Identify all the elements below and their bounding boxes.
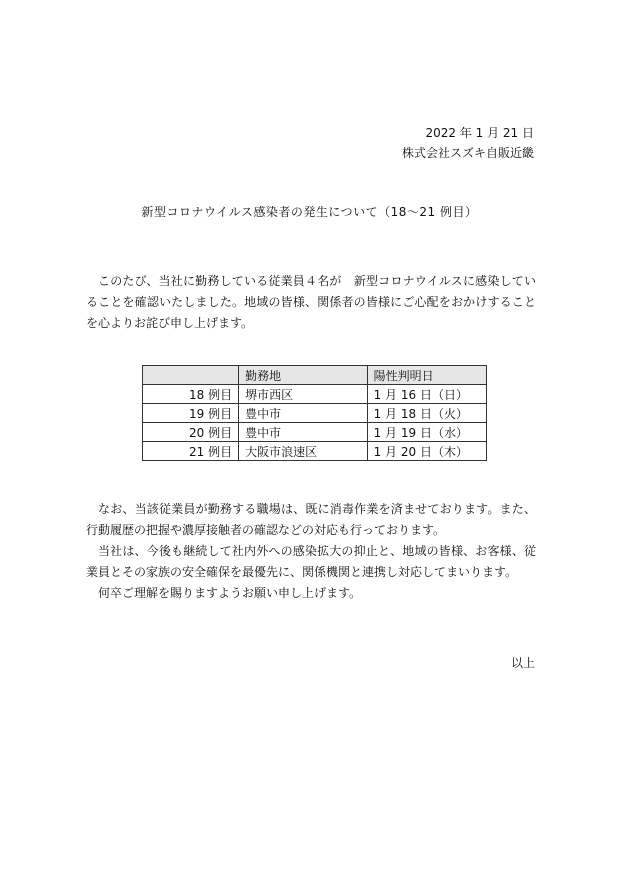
case-number: 21 例目	[143, 442, 239, 461]
body-paragraphs	[86, 499, 536, 604]
table-header-row	[143, 366, 487, 385]
positive-date: 1 月 16 日（日）	[367, 385, 486, 404]
positive-date: 1 月 20 日（木）	[367, 442, 486, 461]
intro-paragraph	[86, 271, 536, 334]
closing-mark: 以上	[510, 656, 535, 670]
document-title: 新型コロナウイルス感染者の発生について（18～21 例目）	[141, 205, 478, 219]
case-number: 19 例目	[143, 404, 239, 423]
case-number: 18 例目	[143, 385, 239, 404]
positive-date: 1 月 19 日（水）	[367, 423, 486, 442]
intro-text: このたび、当社に勤務している従業員４名が 新型コロナウイルスに感染していることを確認いたしました。地域の皆様、関係者の皆様にご心配をおかけすることを心よりお詫び申し上げます。	[86, 274, 536, 330]
table-row	[143, 442, 487, 461]
document-date: 2022 年 1 月 21 日	[425, 126, 534, 140]
table-row	[143, 404, 487, 423]
table-row	[143, 385, 487, 404]
header-positive-date: 陽性判明日	[367, 366, 486, 385]
body-paragraph-request: 何卒ご理解を賜りますようお願い申し上げます。	[98, 586, 362, 600]
body-paragraph-prevention: 当社は、今後も継続して社内外への感染拡大の抑止と、地域の皆様、お客様、従業員とその家族の安全確保を最優先に、関係機関と連携し対応してまいります。	[86, 544, 536, 579]
cases-table	[142, 365, 487, 461]
positive-date: 1 月 18 日（火）	[367, 404, 486, 423]
header-case	[143, 366, 239, 385]
workplace: 豊中市	[239, 404, 367, 423]
body-paragraph-disinfection: なお、当該従業員が勤務する職場は、既に消毒作業を済ませております。また、行動履歴の把握や濃厚接触者の確認などの対応も行っております。	[86, 502, 536, 537]
workplace: 大阪市浪速区	[239, 442, 367, 461]
case-number: 20 例目	[143, 423, 239, 442]
company-name: 株式会社スズキ自販近畿	[401, 146, 534, 160]
table-row	[143, 423, 487, 442]
workplace: 豊中市	[239, 423, 367, 442]
header-workplace: 勤務地	[239, 366, 367, 385]
workplace: 堺市西区	[239, 385, 367, 404]
